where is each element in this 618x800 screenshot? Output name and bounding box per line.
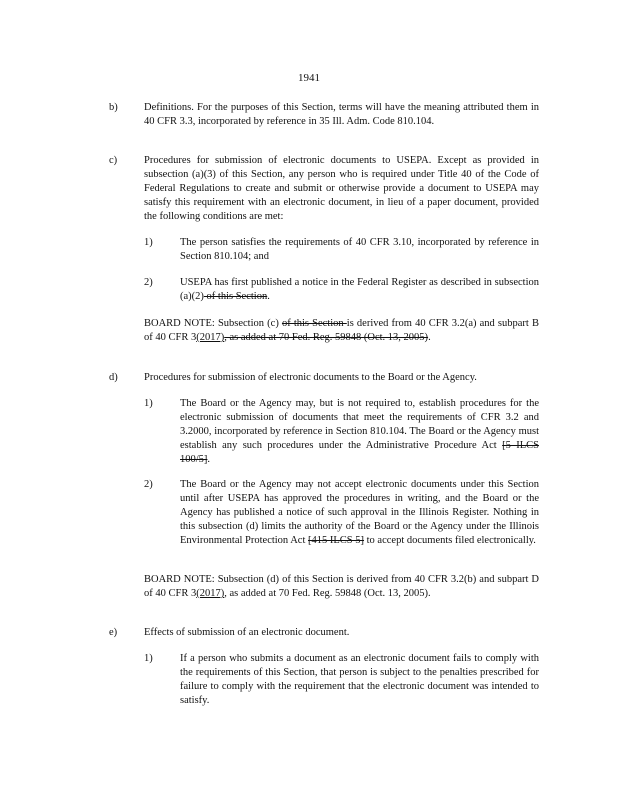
subsection-d-label: d) [109, 372, 118, 383]
board-note-d [144, 573, 539, 601]
d-item-2-label: 2) [144, 479, 153, 490]
subsection-d-text: Procedures for submission of electronic documents to the Board or the Agency. [144, 372, 477, 383]
d-item-2-text [180, 478, 539, 548]
e-item-1-label: 1) [144, 653, 153, 664]
d-item-2-deleted: [415 ILCS 5] [308, 535, 365, 546]
d-item-1-main: The Board or the Agency may, but is not required to, establish procedures for the electronic submission of documents that meet the requirements of CFR 3.2 and 3.2000, incorporated by reference in Section 810.104. The Board or the Agency must establish any such procedures under the Administrative Procedure Act [180, 398, 539, 451]
d-item-2-end: to accept documents filed electronically. [364, 535, 536, 546]
c-item-2-end: . [267, 291, 270, 302]
d-item-1-end: . [207, 454, 211, 465]
subsection-c-text: Procedures for submission of electronic documents to USEPA. Except as provided in subsection (a)(3) of this Section, any person who is required under Title 40 of the Code of Federal Regulations to create and submit or otherwise provide a document to USEPA may satisfy this requirement with an electronic document, in lieu of a paper document, provided the following conditions are met: [144, 155, 539, 222]
note-c-prefix: BOARD NOTE: Subsection (c) [144, 318, 282, 329]
c-item-2-label: 2) [144, 277, 153, 288]
note-d-inserted: (2017) [196, 588, 225, 599]
c-item-1-text: The person satisfies the requirements of 40 CFR 3.10, incorporated by reference in Section 810.104; and [180, 237, 539, 262]
note-c-deleted-2: , as added at 70 Fed. Reg. 59848 (Oct. 13, 2005) [224, 332, 429, 343]
c-item-1-label: 1) [144, 237, 153, 248]
e-item-1-text: If a person who submits a document as an electronic document fails to comply with the requirements of this Section, that person is subject to the penalties prescribed for failure to comply with the requirement that the electronic document was intended to satisfy. [180, 653, 539, 706]
note-c-mid: is derived from 40 CFR 3.2(a) and subpart B of 40 CFR 3 [144, 318, 539, 343]
note-c-suffix: . [428, 332, 431, 343]
c-item-2-deleted: of this Section [203, 291, 268, 302]
d-item-1-label: 1) [144, 398, 153, 409]
page-number: 1941 [298, 72, 320, 84]
subsection-b-text: Definitions. For the purposes of this Section, terms will have the meaning attributed them in 40 CFR 3.3, incorporated by reference in 35 Ill. Adm. Code 810.104. [144, 102, 539, 127]
board-note-c [144, 317, 539, 345]
subsection-e-text: Effects of submission of an electronic document. [144, 627, 350, 638]
c-item-2-text [180, 276, 539, 304]
d-item-1-text [180, 397, 539, 467]
d-item-1-deleted: [5 ILCS 100/5] [180, 440, 539, 465]
c-item-2-main: USEPA has first published a notice in the Federal Register as described in subsection (a)(2) [180, 277, 539, 302]
note-d-prefix: BOARD NOTE: Subsection (d) of this Section is derived from 40 CFR 3.2(b) and subpart D of 40 CFR 3 [144, 574, 539, 599]
subsection-b-label: b) [109, 102, 118, 113]
note-c-inserted: (2017) [196, 332, 225, 343]
subsection-e-label: e) [109, 627, 118, 638]
d-item-2-main: The Board or the Agency may not accept electronic documents under this Section until after USEPA has approved the procedures in writing, and the Board or the Agency has published a notice of such approval in the Illinois Register. Nothing in this subsection (d) limits the authority of the Board or the Agency under the Illinois Environmental Protection Act [180, 479, 539, 546]
note-c-deleted-1: of this Section [281, 318, 347, 329]
note-d-suffix: , as added at 70 Fed. Reg. 59848 (Oct. 13, 2005). [224, 588, 431, 599]
subsection-c-label: c) [109, 155, 118, 166]
